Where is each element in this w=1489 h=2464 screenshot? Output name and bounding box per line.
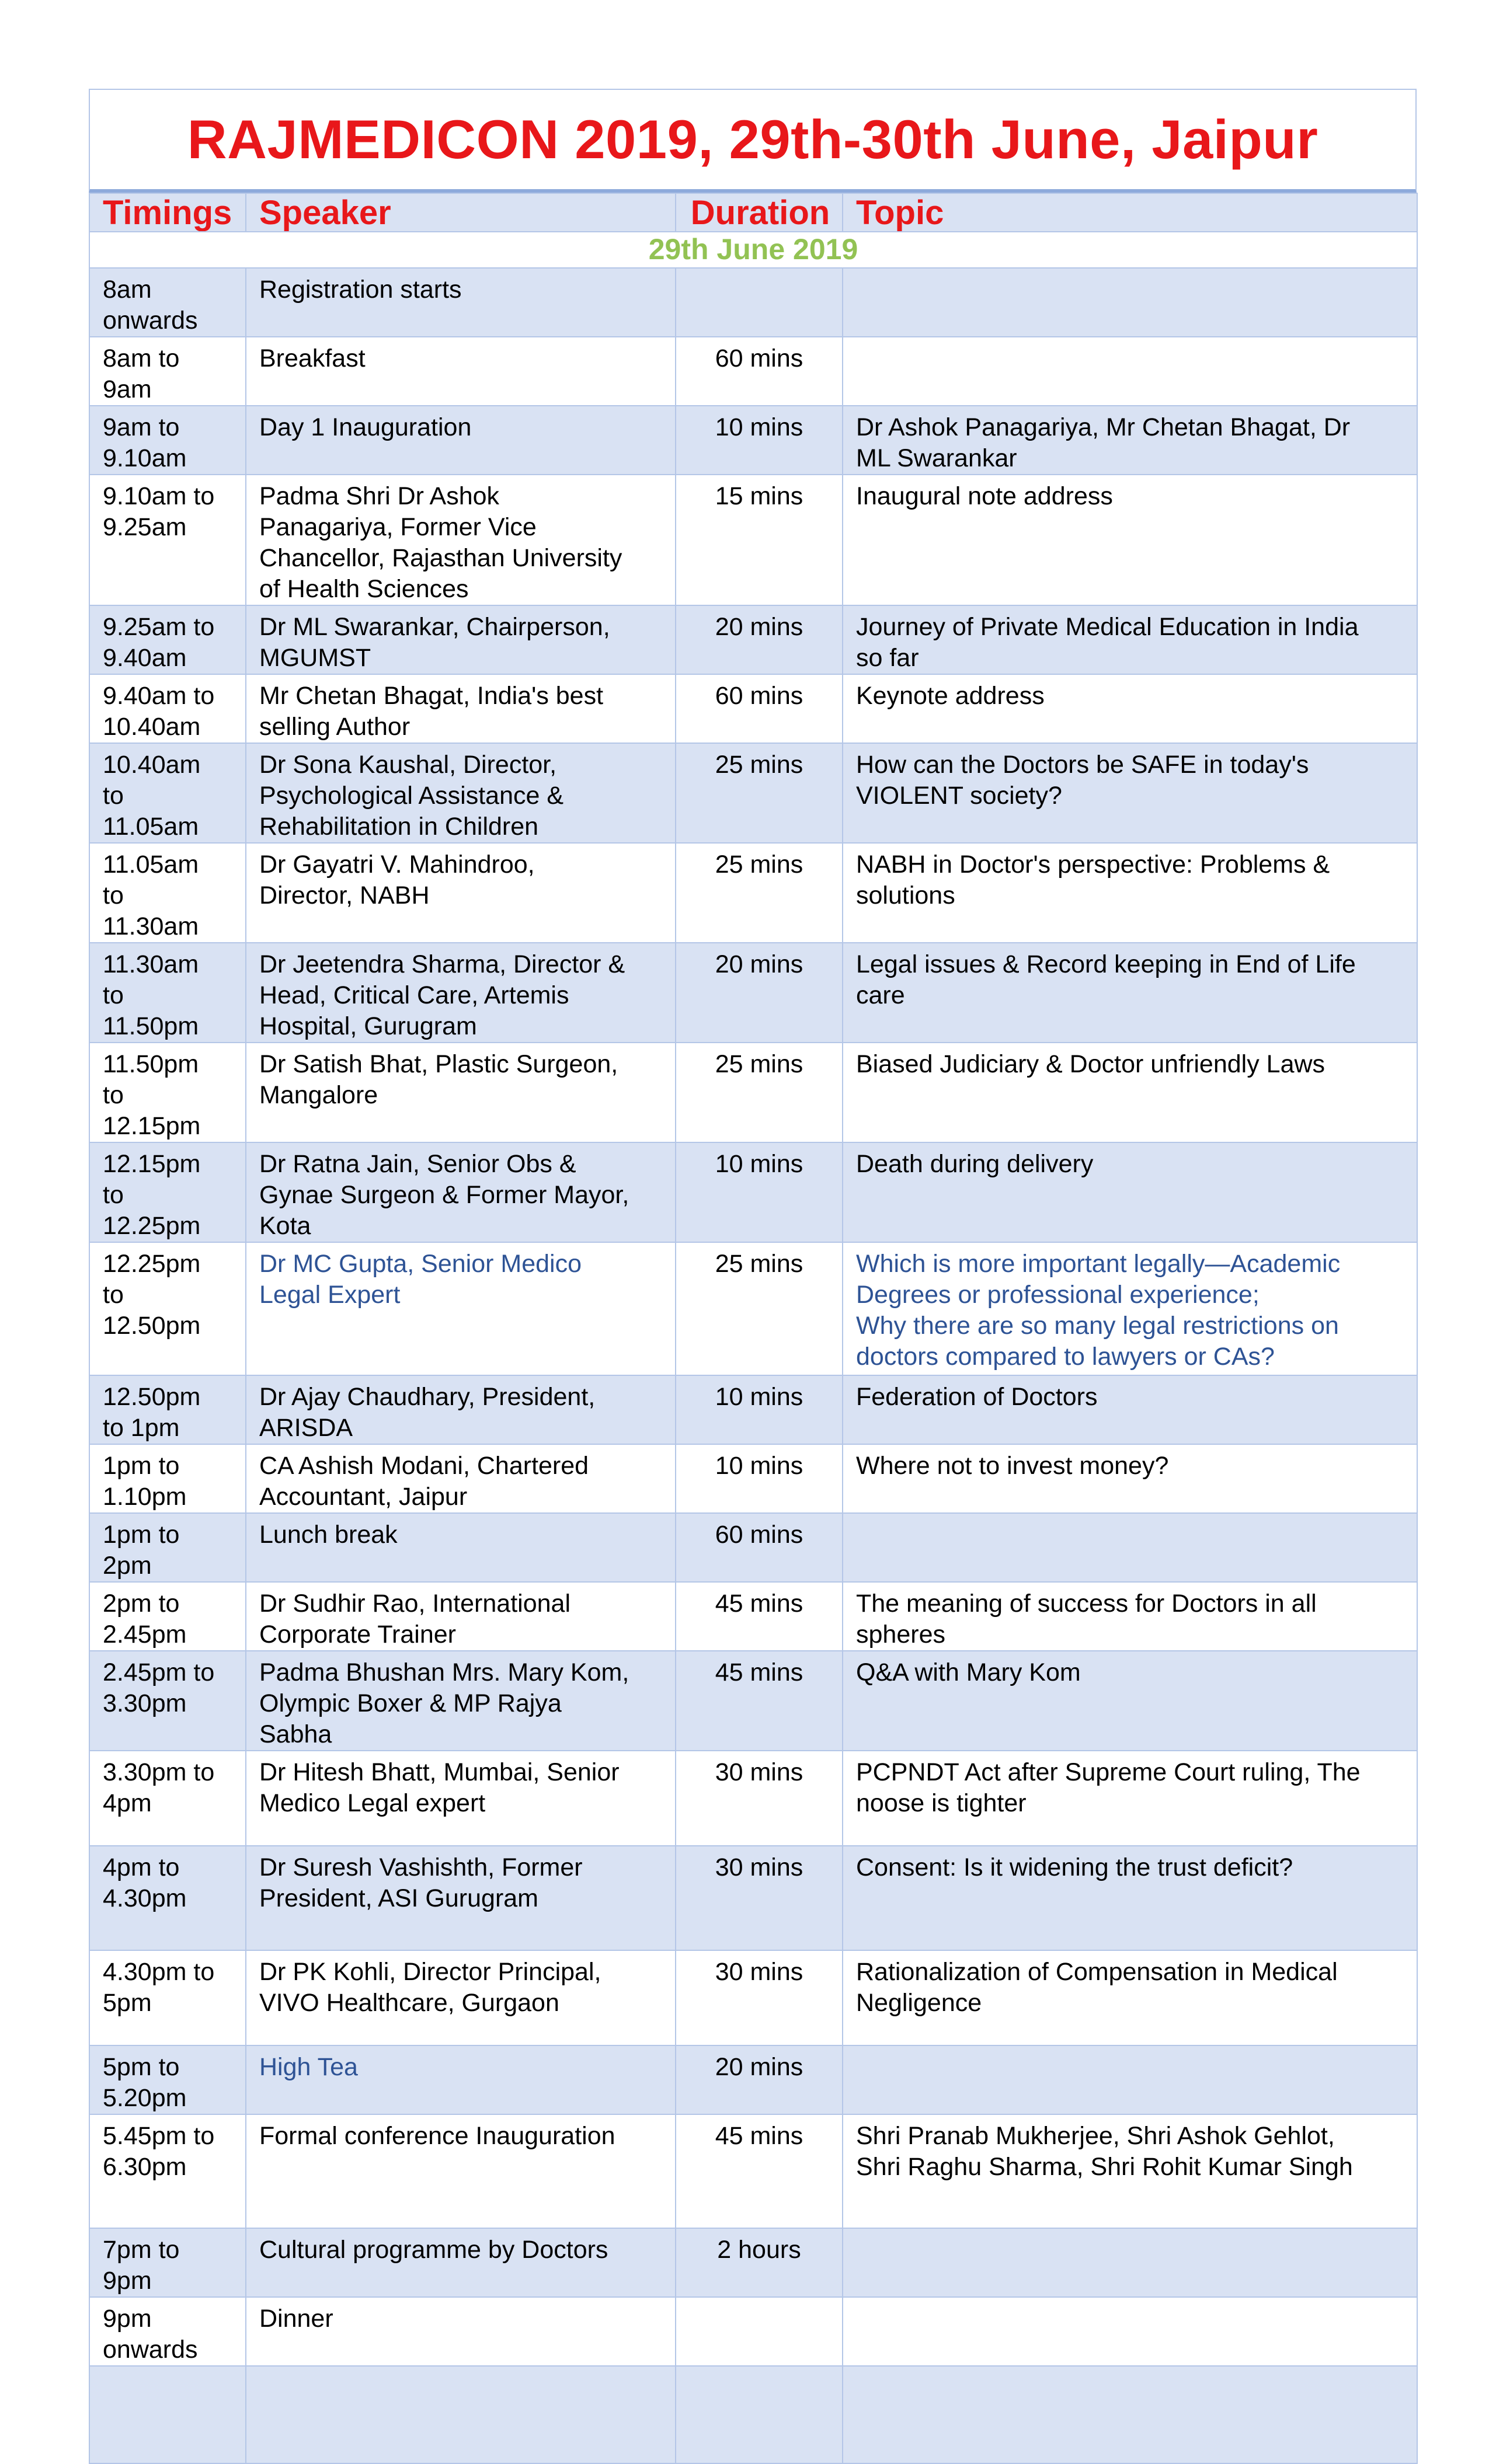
cell-topic: Dr Ashok Panagariya, Mr Chetan Bhagat, Dr ML Swarankar xyxy=(843,406,1417,475)
cell-speaker: CA Ashish Modani, Chartered Accountant, Jaipur xyxy=(246,1444,676,1513)
cell-topic: NABH in Doctor's perspective: Problems & solutions xyxy=(843,843,1417,943)
cell-speaker: Dr Sona Kaushal, Director, Psychological Assistance & Rehabilitation in Children xyxy=(246,743,676,843)
table-row xyxy=(89,1242,1417,1375)
cell-time: 9.10am to 9.25am xyxy=(89,475,246,605)
cell-duration: 15 mins xyxy=(676,475,843,605)
cell-topic: Death during delivery xyxy=(843,1142,1417,1242)
cell-time: 5.45pm to 6.30pm xyxy=(89,2114,246,2228)
cell-duration: 25 mins xyxy=(676,843,843,943)
cell-time: 9pm onwards xyxy=(89,2297,246,2366)
cell-topic: The meaning of success for Doctors in all spheres xyxy=(843,1582,1417,1651)
cell-time: 4.30pm to 5pm xyxy=(89,1950,246,2045)
cell-speaker: Breakfast xyxy=(246,337,676,406)
table-row xyxy=(89,2366,1417,2463)
table-header-row xyxy=(89,193,1417,232)
cell-duration: 25 mins xyxy=(676,1043,843,1142)
day-label-row xyxy=(89,232,1417,268)
cell-duration: 20 mins xyxy=(676,605,843,674)
cell-duration: 10 mins xyxy=(676,1444,843,1513)
cell-duration xyxy=(676,2366,843,2463)
cell-speaker: Day 1 Inauguration xyxy=(246,406,676,475)
table-row xyxy=(89,406,1417,475)
cell-time: 8am onwards xyxy=(89,268,246,337)
header-speaker: Speaker xyxy=(246,193,676,232)
cell-topic xyxy=(843,268,1417,337)
schedule-table xyxy=(89,193,1418,2464)
cell-time: 9.25am to 9.40am xyxy=(89,605,246,674)
cell-time: 1pm to 1.10pm xyxy=(89,1444,246,1513)
table-row xyxy=(89,605,1417,674)
table-row xyxy=(89,2297,1417,2366)
cell-topic xyxy=(843,2045,1417,2114)
cell-duration: 25 mins xyxy=(676,743,843,843)
table-row xyxy=(89,2114,1417,2228)
cell-topic: Which is more important legally—Academic Degrees or professional experience; Why there are so many legal restrictions on doctors compared to lawyers or CAs? xyxy=(843,1242,1417,1375)
cell-speaker: Registration starts xyxy=(246,268,676,337)
header-timings: Timings xyxy=(89,193,246,232)
table-row xyxy=(89,943,1417,1043)
cell-duration: 45 mins xyxy=(676,1582,843,1651)
cell-duration: 10 mins xyxy=(676,1142,843,1242)
cell-speaker xyxy=(246,2366,676,2463)
cell-duration: 60 mins xyxy=(676,674,843,743)
cell-duration xyxy=(676,2297,843,2366)
cell-speaker: Dr Jeetendra Sharma, Director & Head, Critical Care, Artemis Hospital, Gurugram xyxy=(246,943,676,1043)
cell-time: 4pm to 4.30pm xyxy=(89,1846,246,1950)
cell-duration: 30 mins xyxy=(676,1846,843,1950)
cell-speaker: Dr Gayatri V. Mahindroo, Director, NABH xyxy=(246,843,676,943)
cell-speaker: Dr Satish Bhat, Plastic Surgeon, Mangalore xyxy=(246,1043,676,1142)
cell-topic: Federation of Doctors xyxy=(843,1375,1417,1444)
title-box xyxy=(89,89,1417,193)
table-row xyxy=(89,843,1417,943)
cell-time: 11.30am to 11.50pm xyxy=(89,943,246,1043)
cell-time: 2pm to 2.45pm xyxy=(89,1582,246,1651)
cell-duration: 10 mins xyxy=(676,406,843,475)
table-row xyxy=(89,1513,1417,1582)
table-row xyxy=(89,674,1417,743)
cell-topic: Rationalization of Compensation in Medical Negligence xyxy=(843,1950,1417,2045)
cell-speaker: Dr PK Kohli, Director Principal, VIVO Healthcare, Gurgaon xyxy=(246,1950,676,2045)
cell-time: 8am to 9am xyxy=(89,337,246,406)
cell-speaker: Mr Chetan Bhagat, India's best selling Author xyxy=(246,674,676,743)
cell-speaker: High Tea xyxy=(246,2045,676,2114)
header-duration: Duration xyxy=(676,193,843,232)
cell-time xyxy=(89,2366,246,2463)
cell-time: 12.15pm to 12.25pm xyxy=(89,1142,246,1242)
table-row xyxy=(89,1846,1417,1950)
table-row xyxy=(89,268,1417,337)
cell-time: 9.40am to 10.40am xyxy=(89,674,246,743)
table-row xyxy=(89,1651,1417,1751)
table-row xyxy=(89,1375,1417,1444)
cell-topic xyxy=(843,2297,1417,2366)
table-row xyxy=(89,475,1417,605)
table-row xyxy=(89,1444,1417,1513)
cell-topic xyxy=(843,1513,1417,1582)
cell-duration: 60 mins xyxy=(676,1513,843,1582)
cell-speaker: Dr Hitesh Bhatt, Mumbai, Senior Medico Legal expert xyxy=(246,1751,676,1846)
cell-time: 5pm to 5.20pm xyxy=(89,2045,246,2114)
cell-topic: Biased Judiciary & Doctor unfriendly Laws xyxy=(843,1043,1417,1142)
cell-duration xyxy=(676,268,843,337)
cell-speaker: Padma Shri Dr Ashok Panagariya, Former Vice Chancellor, Rajasthan University of Health Sciences xyxy=(246,475,676,605)
cell-time: 11.50pm to 12.15pm xyxy=(89,1043,246,1142)
cell-speaker: Dr Ratna Jain, Senior Obs & Gynae Surgeon & Former Mayor, Kota xyxy=(246,1142,676,1242)
cell-duration: 20 mins xyxy=(676,943,843,1043)
cell-time: 2.45pm to 3.30pm xyxy=(89,1651,246,1751)
cell-duration: 25 mins xyxy=(676,1242,843,1375)
cell-speaker: Dr ML Swarankar, Chairperson, MGUMST xyxy=(246,605,676,674)
table-row xyxy=(89,337,1417,406)
cell-duration: 10 mins xyxy=(676,1375,843,1444)
cell-speaker: Dr Ajay Chaudhary, President, ARISDA xyxy=(246,1375,676,1444)
table-row xyxy=(89,1142,1417,1242)
cell-duration: 2 hours xyxy=(676,2228,843,2297)
table-row xyxy=(89,1950,1417,2045)
table-row xyxy=(89,1043,1417,1142)
cell-topic xyxy=(843,337,1417,406)
cell-topic: Journey of Private Medical Education in India so far xyxy=(843,605,1417,674)
cell-time: 11.05am to 11.30am xyxy=(89,843,246,943)
cell-speaker: Dinner xyxy=(246,2297,676,2366)
cell-topic: Q&A with Mary Kom xyxy=(843,1651,1417,1751)
cell-topic: Where not to invest money? xyxy=(843,1444,1417,1513)
cell-duration: 30 mins xyxy=(676,1950,843,2045)
cell-duration: 20 mins xyxy=(676,2045,843,2114)
cell-speaker: Dr Sudhir Rao, International Corporate Trainer xyxy=(246,1582,676,1651)
cell-topic: How can the Doctors be SAFE in today's VIOLENT society? xyxy=(843,743,1417,843)
cell-time: 12.25pm to 12.50pm xyxy=(89,1242,246,1375)
agenda-document xyxy=(89,89,1417,2464)
cell-duration: 30 mins xyxy=(676,1751,843,1846)
cell-topic: Legal issues & Record keeping in End of Life care xyxy=(843,943,1417,1043)
cell-speaker: Padma Bhushan Mrs. Mary Kom, Olympic Boxer & MP Rajya Sabha xyxy=(246,1651,676,1751)
cell-topic: Keynote address xyxy=(843,674,1417,743)
cell-time: 10.40am to 11.05am xyxy=(89,743,246,843)
cell-topic: PCPNDT Act after Supreme Court ruling, The noose is tighter xyxy=(843,1751,1417,1846)
cell-topic: Inaugural note address xyxy=(843,475,1417,605)
cell-time: 12.50pm to 1pm xyxy=(89,1375,246,1444)
cell-duration: 60 mins xyxy=(676,337,843,406)
document-title: RAJMEDICON 2019, 29th-30th June, Jaipur xyxy=(187,109,1318,170)
table-row xyxy=(89,1751,1417,1846)
cell-time: 7pm to 9pm xyxy=(89,2228,246,2297)
cell-time: 1pm to 2pm xyxy=(89,1513,246,1582)
cell-topic xyxy=(843,2366,1417,2463)
cell-speaker: Dr Suresh Vashishth, Former President, ASI Gurugram xyxy=(246,1846,676,1950)
table-row xyxy=(89,2228,1417,2297)
cell-speaker: Dr MC Gupta, Senior Medico Legal Expert xyxy=(246,1242,676,1375)
cell-time: 3.30pm to 4pm xyxy=(89,1751,246,1846)
cell-time: 9am to 9.10am xyxy=(89,406,246,475)
cell-topic: Consent: Is it widening the trust deficit? xyxy=(843,1846,1417,1950)
table-row xyxy=(89,743,1417,843)
cell-duration: 45 mins xyxy=(676,1651,843,1751)
header-topic: Topic xyxy=(843,193,1417,232)
cell-speaker: Cultural programme by Doctors xyxy=(246,2228,676,2297)
table-row xyxy=(89,2045,1417,2114)
cell-duration: 45 mins xyxy=(676,2114,843,2228)
cell-topic: Shri Pranab Mukherjee, Shri Ashok Gehlot, Shri Raghu Sharma, Shri Rohit Kumar Singh xyxy=(843,2114,1417,2228)
day-label: 29th June 2019 xyxy=(89,232,1417,268)
cell-speaker: Lunch break xyxy=(246,1513,676,1582)
cell-speaker: Formal conference Inauguration xyxy=(246,2114,676,2228)
cell-topic xyxy=(843,2228,1417,2297)
table-row xyxy=(89,1582,1417,1651)
